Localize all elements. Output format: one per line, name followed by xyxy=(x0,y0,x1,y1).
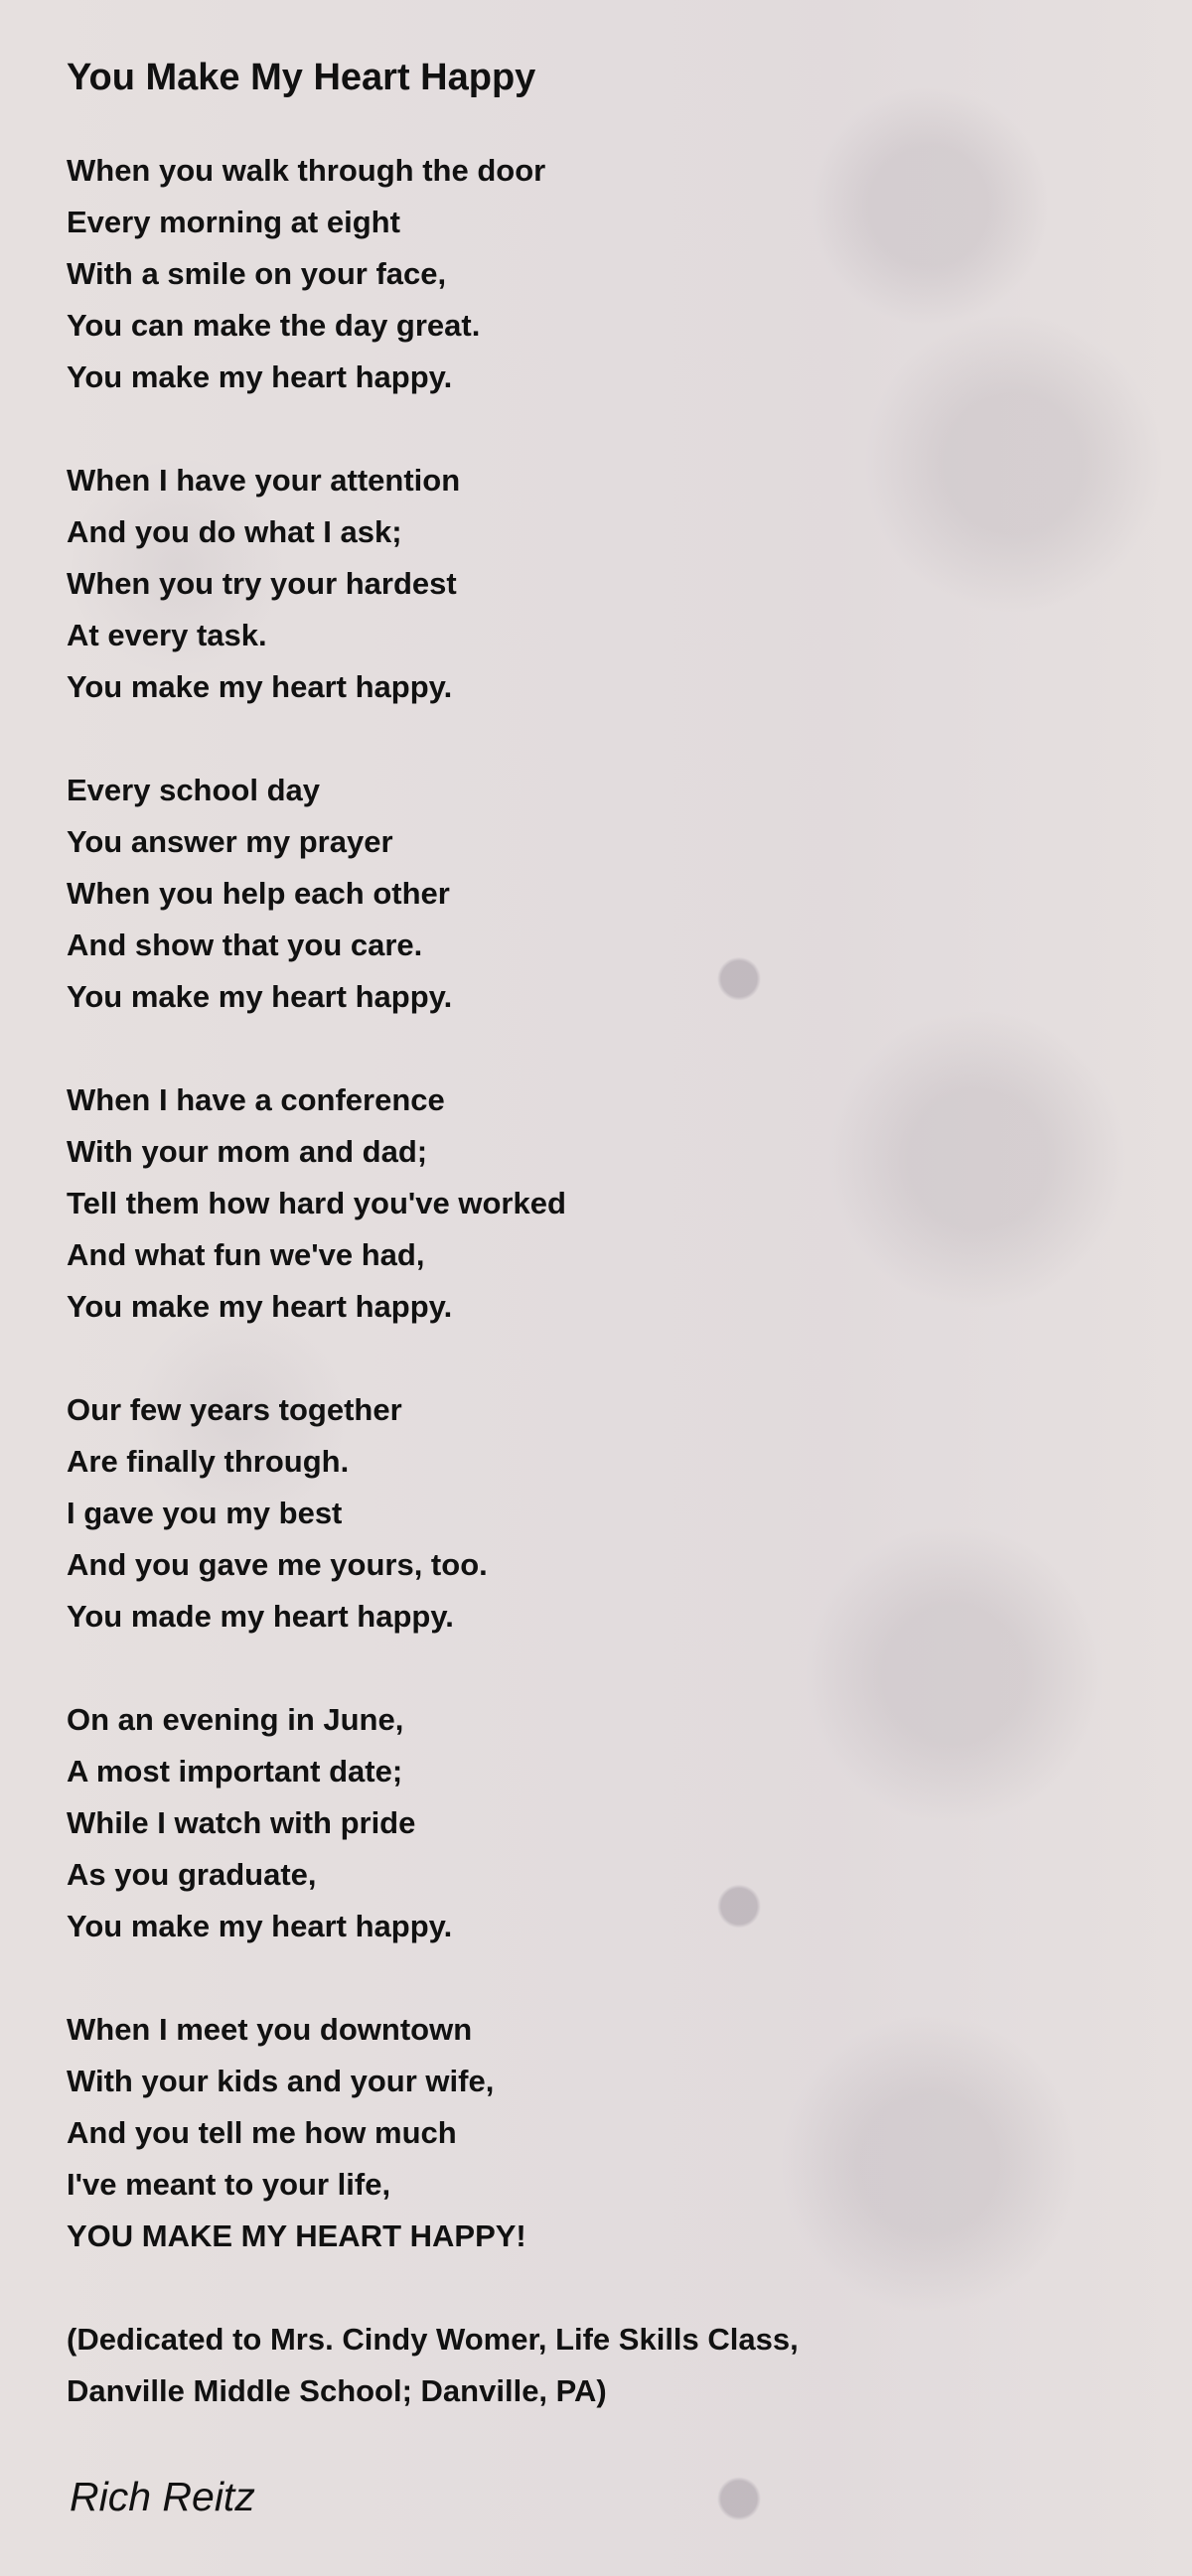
poem xyxy=(67,48,1139,2469)
stanza-2 xyxy=(67,455,1139,713)
poem-line: Are finally through. xyxy=(67,1444,350,1479)
poem-line: When I have your attention xyxy=(67,463,461,498)
poem-line: With your mom and dad; xyxy=(67,1134,428,1169)
poem-line: You can make the day great. xyxy=(67,308,481,343)
poem-line: I've meant to your life, xyxy=(67,2167,391,2202)
poem-line: Every morning at eight xyxy=(67,205,400,239)
poem-line: Tell them how hard you've worked xyxy=(67,1186,566,1220)
poem-line: When you help each other xyxy=(67,876,450,911)
poem-line: When I have a conference xyxy=(67,1082,445,1117)
poem-line: You make my heart happy. xyxy=(67,979,453,1014)
poem-line: At every task. xyxy=(67,618,267,652)
stanza-6 xyxy=(67,1694,1139,1952)
poem-line: Every school day xyxy=(67,773,321,807)
dedication xyxy=(67,2314,1139,2417)
poem-line: When you walk through the door xyxy=(67,153,546,188)
poem-line: And show that you care. xyxy=(67,928,423,962)
poem-line: A most important date; xyxy=(67,1754,403,1789)
poem-line: With your kids and your wife, xyxy=(67,2064,495,2098)
poem-line: YOU MAKE MY HEART HAPPY! xyxy=(67,2218,526,2253)
poem-line: I gave you my best xyxy=(67,1496,343,1530)
poem-line: When you try your hardest xyxy=(67,566,457,601)
stanza-7 xyxy=(67,2004,1139,2262)
stanza-1 xyxy=(67,145,1139,403)
poem-line: With a smile on your face, xyxy=(67,256,447,291)
stanza-5 xyxy=(67,1384,1139,1643)
dedication-line: Danville Middle School; Danville, PA) xyxy=(67,2373,607,2408)
poem-line: When I meet you downtown xyxy=(67,2012,473,2047)
poem-line: You answer my prayer xyxy=(67,824,393,859)
poem-line: You made my heart happy. xyxy=(67,1599,454,1634)
stanza-4 xyxy=(67,1074,1139,1333)
poem-line: And what fun we've had, xyxy=(67,1237,425,1272)
poem-line: You make my heart happy. xyxy=(67,1909,453,1943)
poem-line: Our few years together xyxy=(67,1392,402,1427)
poem-line: On an evening in June, xyxy=(67,1702,404,1737)
poem-line: You make my heart happy. xyxy=(67,669,453,704)
dedication-line: (Dedicated to Mrs. Cindy Womer, Life Skills Class, xyxy=(67,2322,799,2357)
poem-title: You Make My Heart Happy xyxy=(67,57,536,98)
poem-line: And you tell me how much xyxy=(67,2115,457,2150)
poem-line: While I watch with pride xyxy=(67,1805,416,1840)
stanza-3 xyxy=(67,765,1139,1023)
poem-line: As you graduate, xyxy=(67,1857,317,1892)
poem-line: You make my heart happy. xyxy=(67,1289,453,1324)
poem-line: And you gave me yours, too. xyxy=(67,1547,488,1582)
poem-line: You make my heart happy. xyxy=(67,359,453,394)
author-name: Rich Reitz xyxy=(70,2474,255,2519)
poem-body xyxy=(67,145,1139,2417)
poem-line: And you do what I ask; xyxy=(67,514,402,549)
